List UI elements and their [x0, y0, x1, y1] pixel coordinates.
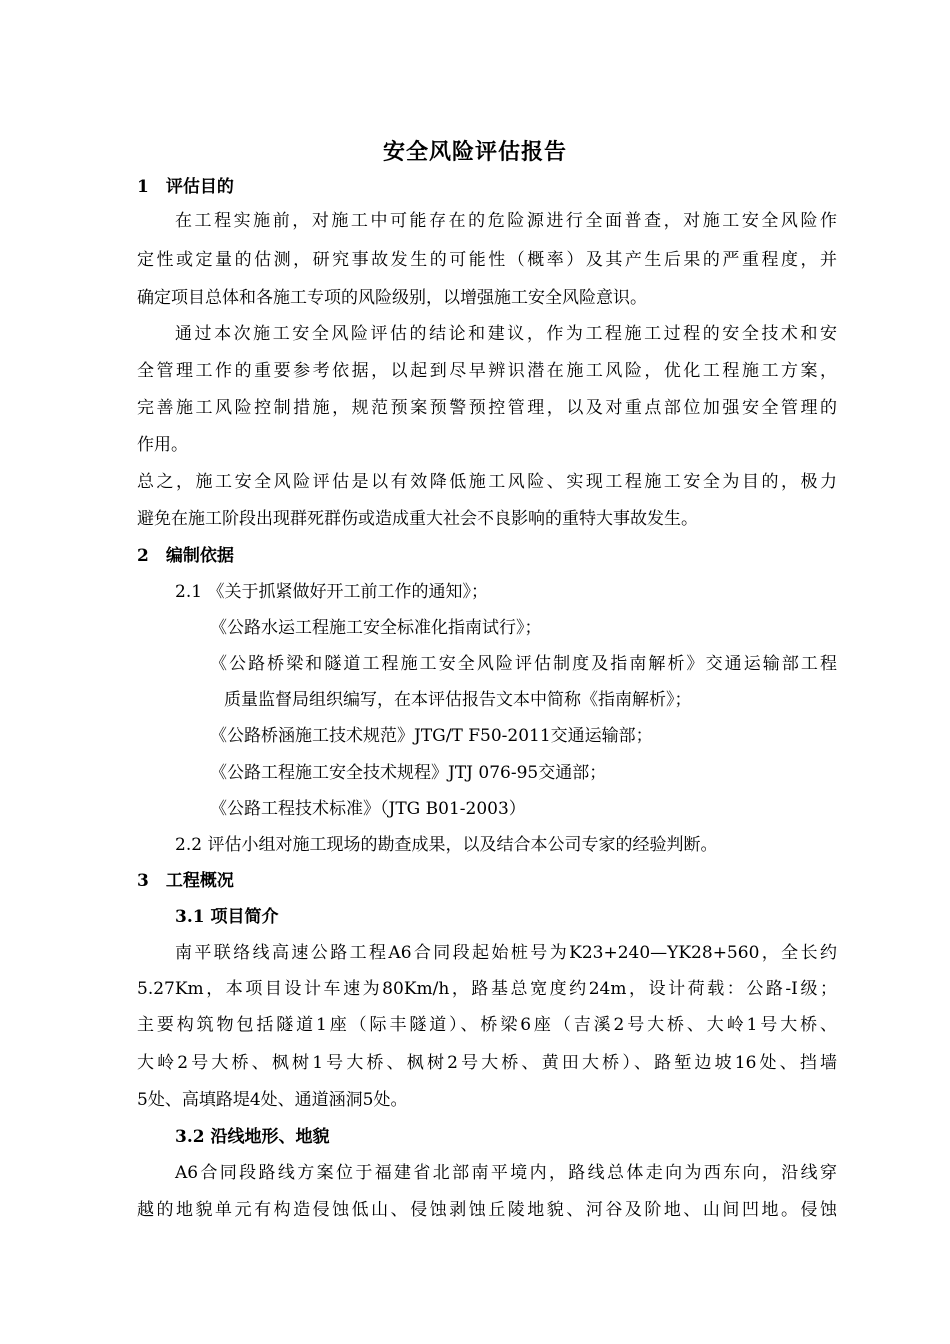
reference-line: 《公路工程技术标准》（JTG B01-2003） — [210, 799, 526, 819]
reference-line: 《公路工程施工安全技术规程》JTJ 076-95交通部； — [210, 763, 607, 783]
paragraph-line: 越的地貌单元有构造侵蚀低山、侵蚀剥蚀丘陵地貌、河谷及阶地、山间凹地。侵蚀 — [137, 1200, 837, 1220]
section-heading-basis: 2 编制依据 — [137, 546, 234, 566]
reference-line: 《公路桥涵施工技术规范》JTG/T F50-2011交通运输部； — [210, 726, 653, 746]
reference-line: 《公路桥梁和隧道工程施工安全风险评估制度及指南解析》交通运输部工程 — [210, 654, 837, 674]
reference-line: 2.2 评估小组对施工现场的勘查成果，以及结合本公司专家的经验判断。 — [175, 835, 718, 855]
paragraph-line: 5处、高填路堤4处、通道涵洞5处。 — [137, 1090, 408, 1110]
reference-line: 质量监督局组织编写，在本评估报告文本中简称《指南解析》； — [224, 690, 692, 710]
subsection-heading: 3.2 沿线地形、地貌 — [175, 1127, 330, 1147]
subsection-heading: 3.1 项目简介 — [175, 907, 279, 927]
paragraph-line: 作用。 — [137, 435, 188, 455]
paragraph-line: 定性或定量的估测，研究事故发生的可能性（概率）及其产生后果的严重程度，并 — [137, 250, 837, 270]
paragraph-line: 主要构筑物包括隧道1座（际丰隧道）、桥梁6座（吉溪2号大桥、大岭1号大桥、 — [137, 1015, 837, 1035]
document-title: 安全风险评估报告 — [382, 139, 567, 165]
paragraph-line: 全管理工作的重要参考依据，以起到尽早辨识潜在施工风险，优化工程施工方案， — [137, 361, 837, 381]
paragraph-line: A6合同段路线方案位于福建省北部南平境内，路线总体走向为西东向，沿线穿 — [175, 1163, 837, 1183]
paragraph-line: 确定项目总体和各施工专项的风险级别，以增强施工安全风险意识。 — [137, 288, 647, 308]
paragraph-line: 5.27Km，本项目设计车速为80Km/h，路基总宽度约24m，设计荷载：公路-I级； — [137, 979, 837, 999]
section-heading-purpose: 1 评估目的 — [137, 177, 234, 197]
paragraph-line: 在工程实施前，对施工中可能存在的危险源进行全面普查，对施工安全风险作 — [175, 211, 837, 231]
reference-line: 2.1 《关于抓紧做好开工前工作的通知》； — [175, 582, 488, 602]
paragraph-line: 大岭2号大桥、枫树1号大桥、枫树2号大桥、黄田大桥）、路堑边坡16处、挡墙 — [137, 1053, 837, 1073]
section-heading-overview: 3 工程概况 — [137, 871, 234, 891]
paragraph-line: 完善施工风险控制措施，规范预案预警预控管理，以及对重点部位加强安全管理的 — [137, 398, 837, 418]
paragraph-line: 总之，施工安全风险评估是以有效降低施工风险、实现工程施工安全为目的，极力 — [137, 472, 837, 492]
paragraph-line: 南平联络线高速公路工程A6合同段起始桩号为K23+240—YK28+560，全长约 — [175, 943, 837, 963]
reference-line: 《公路水运工程施工安全标准化指南试行》； — [210, 618, 542, 638]
paragraph-line: 通过本次施工安全风险评估的结论和建议，作为工程施工过程的安全技术和安 — [175, 324, 837, 344]
paragraph-line: 避免在施工阶段出现群死群伤或造成重大社会不良影响的重特大事故发生。 — [137, 509, 698, 529]
